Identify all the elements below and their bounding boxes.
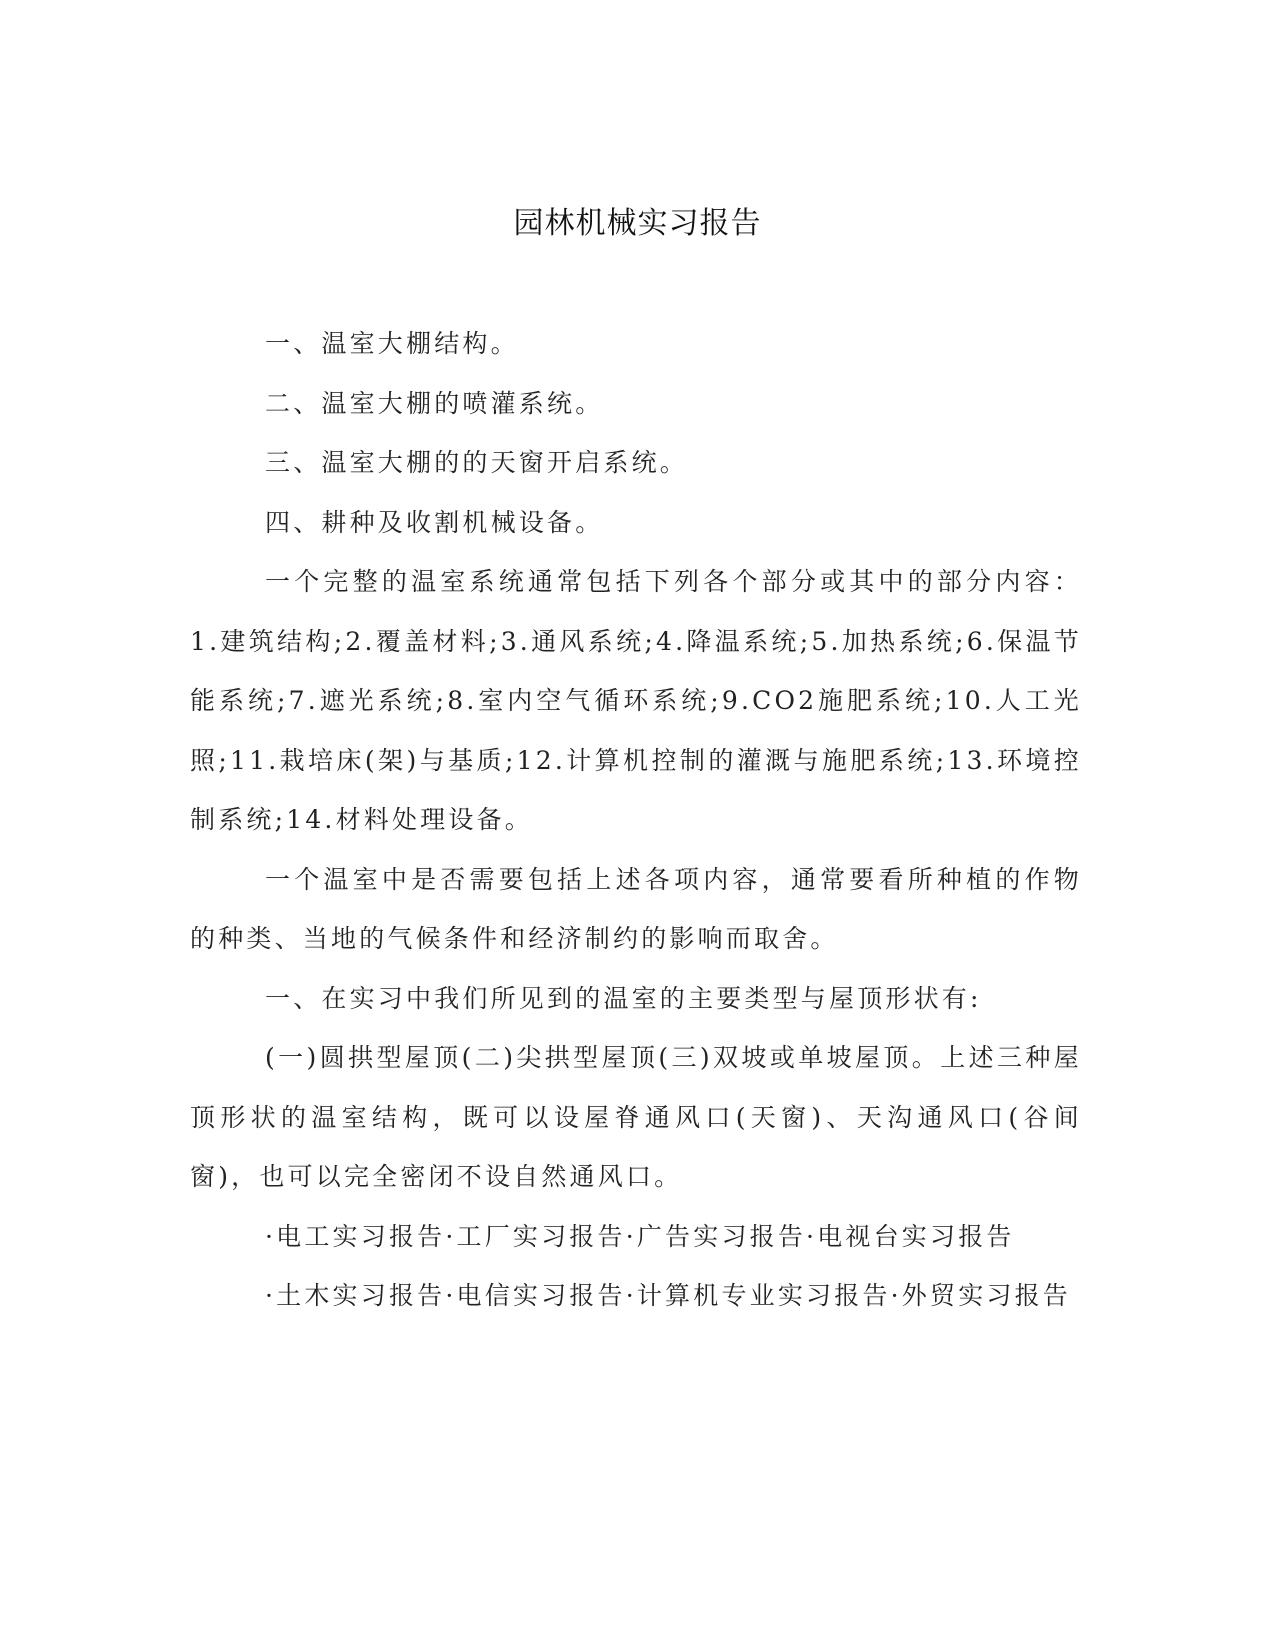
paragraph-section-3: 三、温室大棚的的天窗开启系统。 <box>265 448 689 477</box>
paragraph-greenhouse-types: 一、在实习中我们所见到的温室的主要类型与屋顶形状有: <box>265 983 982 1013</box>
paragraph-section-4: 四、耕种及收割机械设备。 <box>265 507 604 537</box>
paragraph-section-2: 二、温室大棚的喷灌系统。 <box>265 388 604 418</box>
related-reports-line-1: ·电工实习报告·工厂实习报告·广告实习报告·电视台实习报告 <box>265 1221 1015 1251</box>
paragraph-roof-shapes: (一)圆拱型屋顶(二)尖拱型屋顶(三)双坡或单坡屋顶。上述三种屋顶形状的温室结构，既可以设屋脊通风口(天窗)、天沟通风口(谷间窗)，也可以完全密闭不设自然通风口。 <box>190 1043 1082 1191</box>
related-reports-line-2: ·土木实习报告·电信实习报告·计算机专业实习报告·外贸实习报告 <box>265 1281 1071 1310</box>
paragraph-greenhouse-selection: 一个温室中是否需要包括上述各项内容，通常要看所种植的作物的种类、当地的气候条件和经济制约的影响而取舍。 <box>190 864 1082 953</box>
paragraph-section-1: 一、温室大棚结构。 <box>265 329 519 358</box>
document-body <box>190 314 1082 1326</box>
paragraph-greenhouse-components: 一个完整的温室系统通常包括下列各个部分或其中的部分内容：1.建筑结构;2.覆盖材料;3.通风系统;4.降温系统;5.加热系统;6.保温节能系统;7.遮光系统;8.室内空气循环系统;9.CO2施肥系统;10.人工光照;11.栽培床(架)与基质;12.计算机控制的灌溉与施肥系统;13.环境控制系统;14.材料处理设备。 <box>190 567 1082 834</box>
document-title: 园林机械实习报告 <box>513 206 762 241</box>
